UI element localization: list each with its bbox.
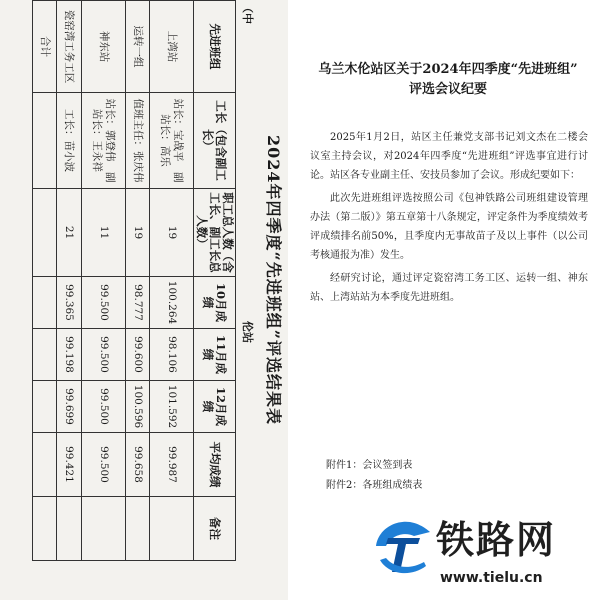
header-cell: 平均成绩 bbox=[194, 433, 236, 497]
table-cell bbox=[33, 381, 57, 433]
header-cell: 先进班组 bbox=[194, 1, 236, 93]
table-cell: 99.987 bbox=[149, 433, 193, 497]
table-cell bbox=[81, 497, 125, 561]
table-cell: 99.198 bbox=[57, 329, 81, 381]
results-table bbox=[32, 0, 236, 561]
rotated-table-content bbox=[28, 0, 288, 560]
table-row bbox=[125, 1, 149, 561]
table-cell: 99.699 bbox=[57, 381, 81, 433]
table-cell: 99.500 bbox=[81, 381, 125, 433]
table-cell: 19 bbox=[125, 189, 149, 277]
table-cell bbox=[149, 497, 193, 561]
watermark-logo bbox=[370, 512, 596, 598]
table-cell: 100.264 bbox=[149, 277, 193, 329]
watermark-url: www.tielu.cn bbox=[440, 570, 543, 586]
attachment-item: 附件2：各班组成绩表 bbox=[326, 480, 423, 491]
header-cell: 职工总人数（含工长、副工长总人数） bbox=[194, 189, 236, 277]
table-cell: 神东站 bbox=[81, 1, 125, 93]
header-cell: 备注 bbox=[194, 497, 236, 561]
table-cell: 99.600 bbox=[125, 329, 149, 381]
header-cell: 12月成绩 bbox=[194, 381, 236, 433]
minutes-panel bbox=[296, 0, 600, 600]
table-cell: 19 bbox=[149, 189, 193, 277]
table-cell: 运转一组 bbox=[125, 1, 149, 93]
table-cell bbox=[33, 189, 57, 277]
table-cell: 99.500 bbox=[81, 277, 125, 329]
table-cell: 98.777 bbox=[125, 277, 149, 329]
header-cell: 11月成绩 bbox=[194, 329, 236, 381]
table-scan-panel bbox=[0, 0, 288, 600]
table-row bbox=[149, 1, 193, 561]
table-cell bbox=[33, 93, 57, 189]
document-body bbox=[310, 128, 588, 311]
table-total-row bbox=[33, 1, 57, 561]
table-cell bbox=[125, 497, 149, 561]
document-title bbox=[302, 60, 594, 100]
minutes-paragraph: 2025年1月2日，站区主任兼党支部书记刘文杰在二楼会议室主持会议，对2024年四季度“先进班组”评选事宜进行讨论。站区各专业副主任、安技员参加了会议。形成纪要如下： bbox=[310, 132, 588, 181]
table-cell bbox=[33, 277, 57, 329]
table-cell: 21 bbox=[57, 189, 81, 277]
table-cell: 99.421 bbox=[57, 433, 81, 497]
table-cell: 101.592 bbox=[149, 381, 193, 433]
document-title-line1: 乌兰木伦站区关于2024年四季度“先进班组” bbox=[318, 62, 578, 77]
table-cell: 98.106 bbox=[149, 329, 193, 381]
table-cell bbox=[33, 433, 57, 497]
attachments-list bbox=[326, 456, 586, 496]
table-cell bbox=[57, 497, 81, 561]
table-cell: 11 bbox=[81, 189, 125, 277]
table-cell: 站长：宝战平 副站长：高乐 bbox=[149, 93, 193, 189]
table-cell bbox=[33, 329, 57, 381]
table-cell: 99.658 bbox=[125, 433, 149, 497]
table-cell bbox=[33, 497, 57, 561]
table-unit-line: （中 伦站 bbox=[241, 2, 254, 343]
table-title: 2024年四季度“先进班组”评选结果表 bbox=[264, 135, 283, 425]
table-cell: 100.596 bbox=[125, 381, 149, 433]
table-row bbox=[57, 1, 81, 561]
attachment-item: 附件1：会议签到表 bbox=[326, 460, 413, 471]
table-row bbox=[81, 1, 125, 561]
table-cell: 合计 bbox=[33, 1, 57, 93]
header-cell: 工长（包含副工长） bbox=[194, 93, 236, 189]
table-cell: 瓷窑湾工务工区 bbox=[57, 1, 81, 93]
table-cell: 99.500 bbox=[81, 433, 125, 497]
document-title-line2: 评选会议纪要 bbox=[408, 82, 487, 97]
table-cell: 站长：郭登伟 副站长：王永祥 bbox=[81, 93, 125, 189]
table-cell: 99.365 bbox=[57, 277, 81, 329]
minutes-paragraph: 经研究讨论，通过评定瓷窑湾工务工区、运转一组、神东站、上湾站站为本季度先进班组。 bbox=[310, 273, 588, 303]
table-header-row bbox=[194, 1, 236, 561]
watermark-brand: 铁路网 bbox=[436, 518, 557, 562]
minutes-paragraph: 此次先进班组评选按照公司《包神铁路公司班组建设管理办法（第二版）》第五章第十八条规定，评定条件为季度绩效考评成绩排名前50%，且季度内无事故苗子及以上事件（以公司考核通报为准）发生。 bbox=[310, 193, 588, 261]
table-cell: 上湾站 bbox=[149, 1, 193, 93]
railway-logo-icon bbox=[370, 516, 434, 580]
table-cell: 99.500 bbox=[81, 329, 125, 381]
table-cell: 值班主任：张庆伟 bbox=[125, 93, 149, 189]
table-cell: 工长：苗小波 bbox=[57, 93, 81, 189]
header-cell: 10月成绩 bbox=[194, 277, 236, 329]
